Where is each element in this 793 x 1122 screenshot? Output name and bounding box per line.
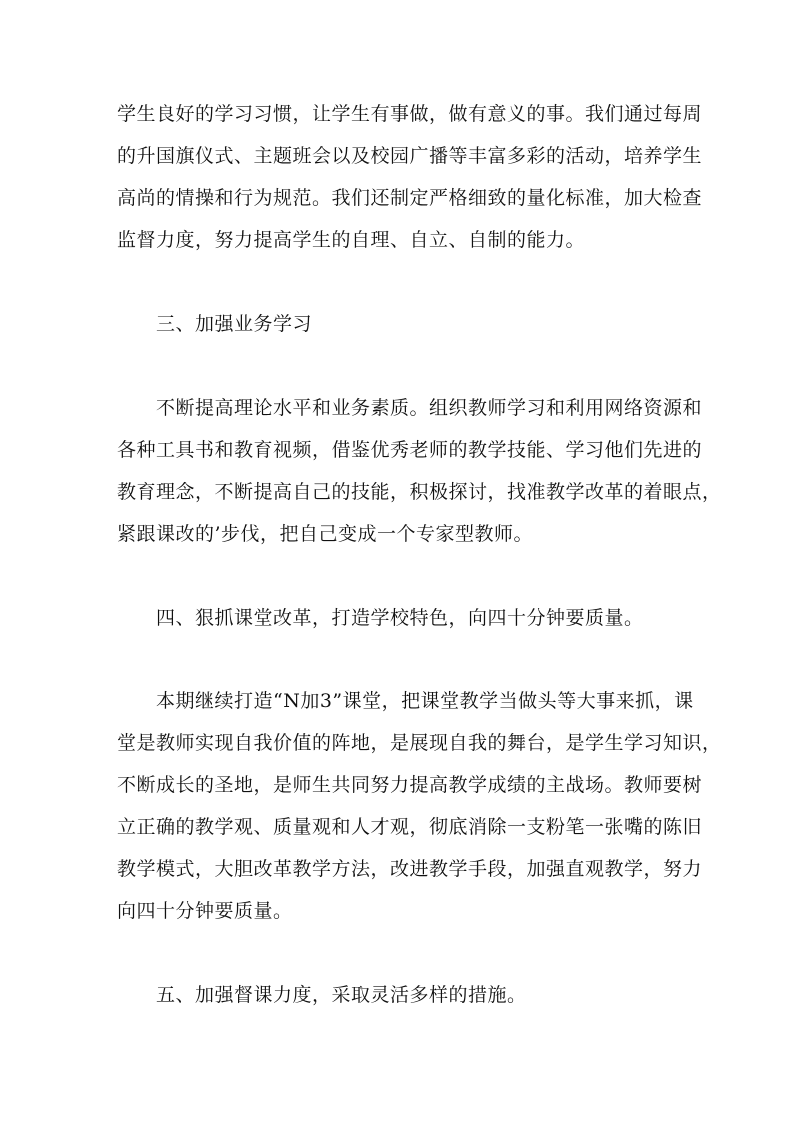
paragraph-1-line-4: 监督力度，努力提高学生的自理、自立、自制的能力。 <box>117 229 586 251</box>
paragraph-2-line-4: 紧跟课改的’步伐，把自己变成一个专家型教师。 <box>117 523 534 545</box>
paragraph-3-line-1: 本期继续打造“N加3”课堂，把课堂教学当做头等大事来抓，课 <box>156 690 694 712</box>
paragraph-3-line-3: 不断成长的圣地，是师生共同努力提高教学成绩的主战场。教师要树 <box>117 774 703 796</box>
paragraph-2-line-2: 各种工具书和教育视频，借鉴优秀老师的教学技能、学习他们先进的 <box>117 439 703 461</box>
paragraph-3-line-4: 立正确的教学观、质量观和人才观，彻底消除一支粉笔一张嘴的陈旧 <box>117 816 703 838</box>
paragraph-2-line-1: 不断提高理论水平和业务素质。组织教师学习和利用网络资源和 <box>156 397 703 419</box>
paragraph-3-line-2: 堂是教师实现自我价值的阵地，是展现自我的舞台，是学生学习知识， <box>117 732 722 754</box>
paragraph-2-line-3: 教育理念，不断提高自己的技能，积极探讨，找准教学改革的着眼点， <box>117 481 722 503</box>
section-heading-4: 四、狠抓课堂改革，打造学校特色，向四十分钟要质量。 <box>156 607 644 629</box>
paragraph-3-line-5: 教学模式，大胆改革教学方法，改进教学手段，加强直观教学，努力 <box>117 858 703 880</box>
paragraph-3-line-6: 向四十分钟要质量。 <box>117 900 293 922</box>
section-heading-3: 三、加强业务学习 <box>156 313 313 335</box>
paragraph-1-line-1: 学生良好的学习习惯，让学生有事做，做有意义的事。我们通过每周 <box>117 103 703 125</box>
paragraph-1-line-3: 高尚的情操和行为规范。我们还制定严格细致的量化标准，加大检查 <box>117 187 703 209</box>
paragraph-1-line-2: 的升国旗仪式、主题班会以及校园广播等丰富多彩的活动，培养学生 <box>117 145 703 167</box>
section-heading-5: 五、加强督课力度，采取灵活多样的措施。 <box>156 984 527 1006</box>
